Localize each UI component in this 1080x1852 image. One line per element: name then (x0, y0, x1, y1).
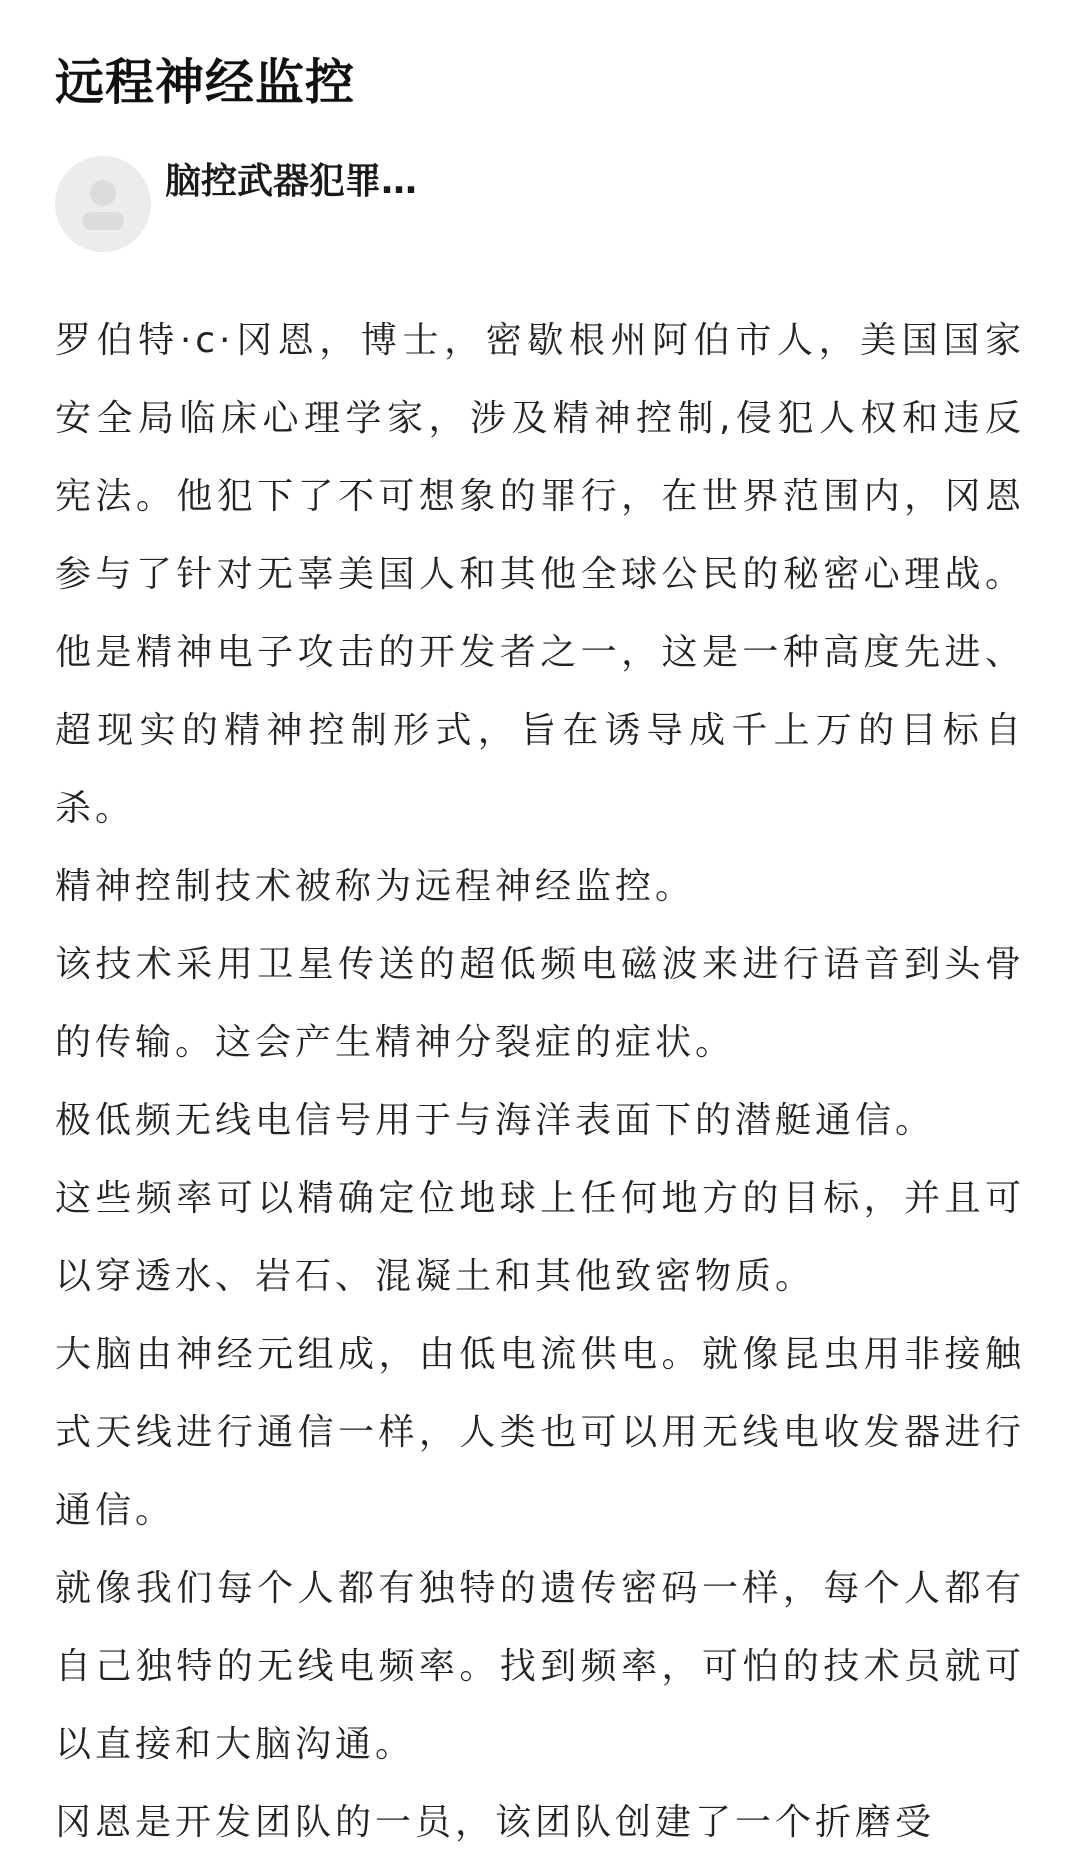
paragraph: 冈恩是开发团队的一员，该团队创建了一个折磨受 (55, 1802, 936, 1843)
paragraph: 罗伯特·c·冈恩，博士，密歇根州阿伯市人，美国国家安全局临床心理学家，涉及精神控制,侵犯人权和违反宪法。他犯下了不可想象的罪行，在世界范围内，冈恩参与了针对无辜美国人和其他全球公民的秘密心理战。他是精神电子攻击的开发者之一，这是一种高度先进、超现实的精神控制形式，旨在诱导成千上万的目标自杀。 (55, 320, 1025, 829)
paragraph: 该技术采用卫星传送的超低频电磁波来进行语音到头骨的传输。这会产生精神分裂症的症状。 (55, 944, 1025, 1063)
author-name[interactable]: 脑控武器犯罪… (165, 161, 418, 202)
article-body (55, 302, 1025, 1852)
default-avatar-icon[interactable] (55, 156, 151, 252)
paragraph: 精神控制技术被称为远程神经监控。 (55, 866, 696, 907)
paragraph: 大脑由神经元组成，由低电流供电。就像昆虫用非接触式天线进行通信一样，人类也可以用无线电收发器进行通信。 (55, 1334, 1025, 1531)
paragraph: 这些频率可以精确定位地球上任何地方的目标，并且可以穿透水、岩石、混凝土和其他致密物质。 (55, 1178, 1025, 1297)
article-title: 远程神经监控 (55, 54, 356, 111)
paragraph: 就像我们每个人都有独特的遗传密码一样，每个人都有自己独特的无线电频率。找到频率，可怕的技术员就可以直接和大脑沟通。 (55, 1568, 1025, 1765)
author-row[interactable] (55, 156, 955, 256)
paragraph: 极低频无线电信号用于与海洋表面下的潜艇通信。 (55, 1100, 936, 1141)
